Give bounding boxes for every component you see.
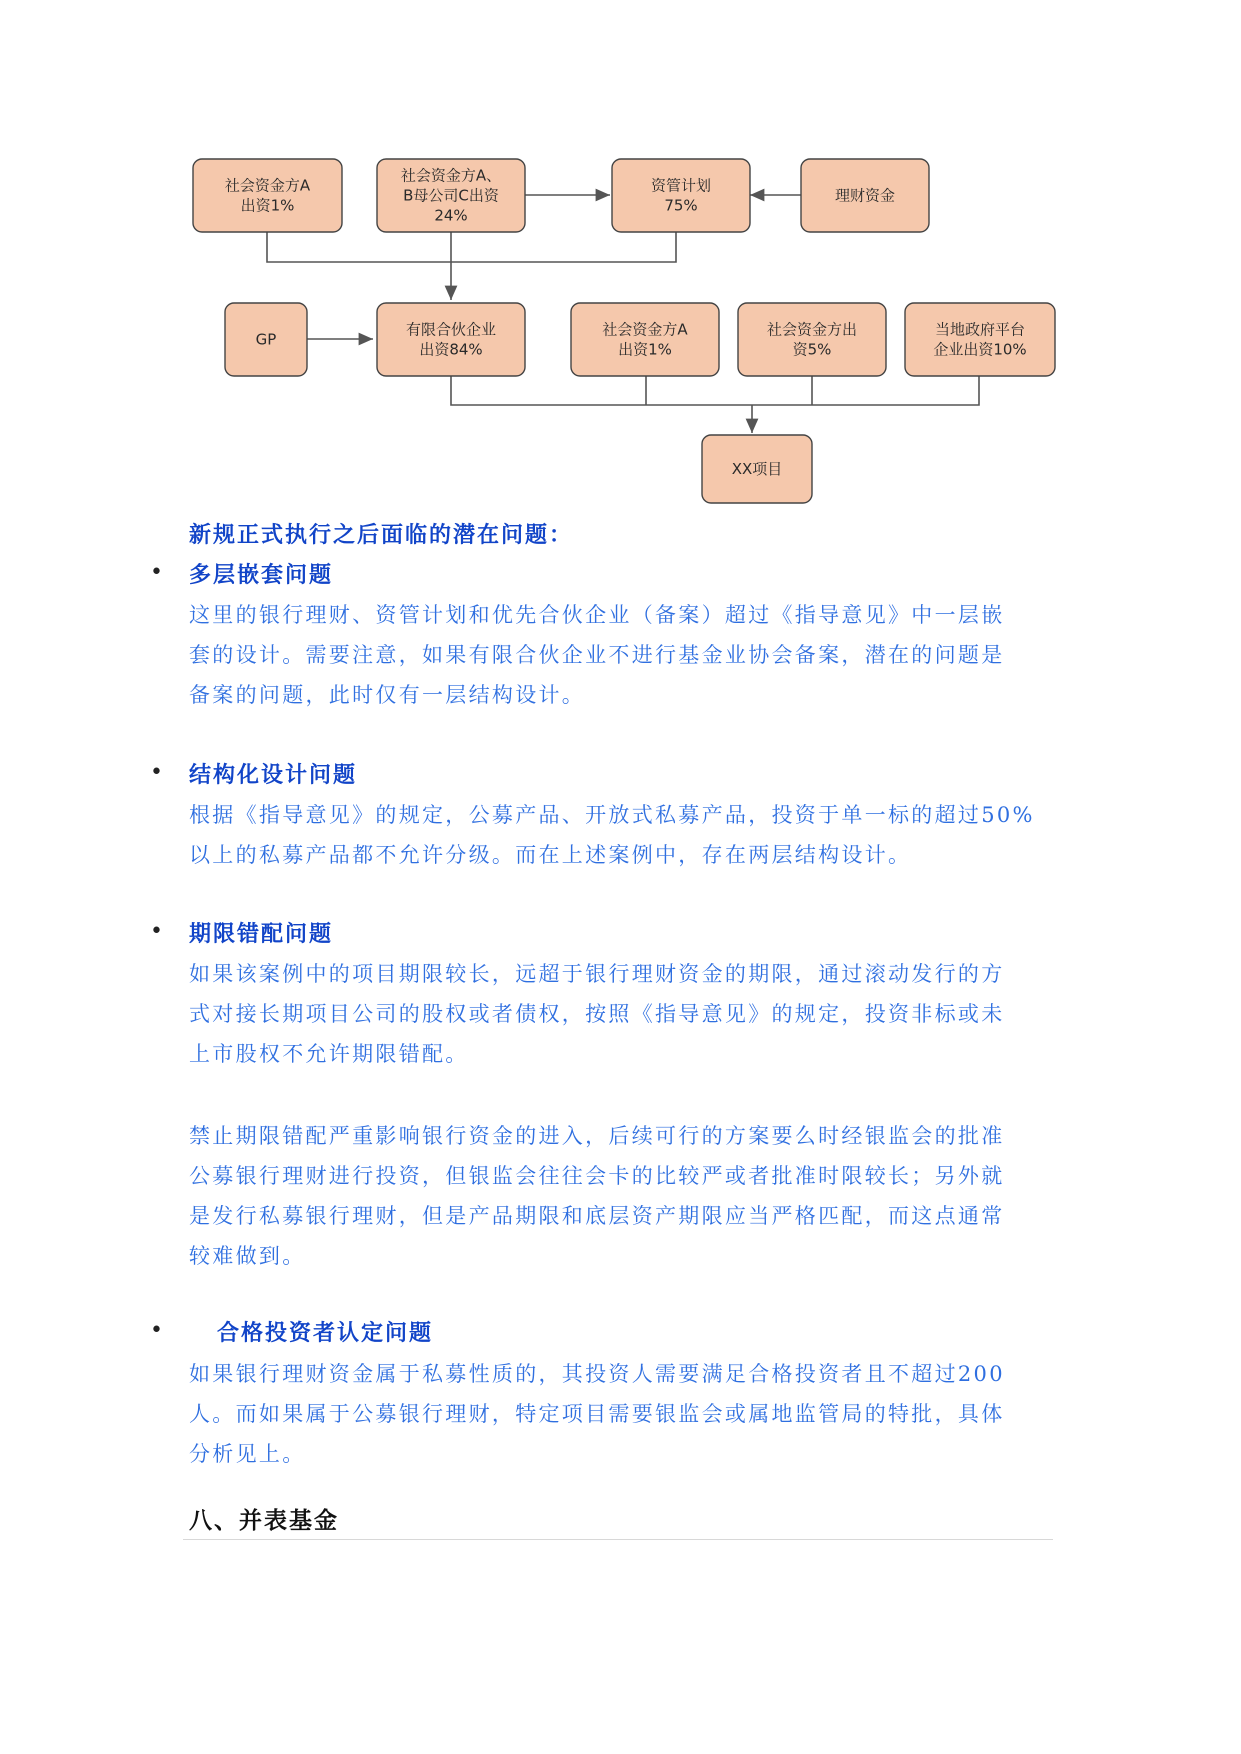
- paragraph-line: 根据《指导意见》的规定，公募产品、开放式私募产品，投资于单一标的超过50%: [189, 803, 1035, 827]
- section-title: 合格投资者认定问题: [217, 1320, 434, 1346]
- node-out5-box: [738, 303, 886, 376]
- node-a1b-label-0: 社会资金方A: [602, 320, 688, 339]
- heading-divider: [183, 1539, 1053, 1540]
- bullet-marker: •: [150, 919, 163, 944]
- node-wealth: [801, 159, 929, 232]
- bullet-marker: •: [150, 1318, 163, 1343]
- node-gov-box: [905, 303, 1055, 376]
- node-out5-label-0: 社会资金方出: [766, 320, 858, 339]
- paragraph-line: 如果银行理财资金属于私募性质的，其投资人需要满足合格投资者且不超过200: [189, 1362, 1005, 1386]
- bullet-marker: •: [150, 560, 163, 585]
- node-a1b-box: [571, 303, 719, 376]
- paragraph-line: 以上的私募产品都不允许分级。而在上述案例中，存在两层结构设计。: [189, 843, 912, 867]
- paragraph-line: 这里的银行理财、资管计划和优先合伙企业（备案）超过《指导意见》中一层嵌: [189, 603, 1005, 627]
- node-ab-label-1: B母公司C出资: [403, 186, 499, 205]
- node-a1b: [571, 303, 719, 376]
- paragraph-line: 式对接长期项目公司的股权或者债权，按照《指导意见》的规定，投资非标或未: [189, 1002, 1005, 1026]
- node-a1: [193, 159, 342, 232]
- node-gov-label-1: 企业出资10%: [933, 340, 1027, 359]
- node-gov: [905, 303, 1055, 376]
- section-heading-eight: 八、并表基金: [189, 1507, 339, 1534]
- paragraph-line: 上市股权不允许期限错配。: [189, 1042, 469, 1066]
- connector-a1-down: [267, 232, 676, 262]
- node-ab-label-2: 24%: [434, 206, 468, 225]
- node-gov-label-0: 当地政府平台: [934, 320, 1026, 339]
- paragraph-line: 套的设计。需要注意，如果有限合伙企业不进行基金业协会备案，潜在的问题是: [189, 643, 1005, 667]
- paragraph-line: 公募银行理财进行投资，但银监会往往会卡的比较严或者批准时限较长；另外就: [189, 1164, 1005, 1188]
- node-a1-label-0: 社会资金方A: [224, 176, 311, 195]
- paragraph-line: 备案的问题，此时仅有一层结构设计。: [189, 683, 586, 707]
- section-paragraph: [189, 595, 1061, 715]
- section-paragraph: [189, 1116, 1061, 1276]
- paragraph-line: 如果该案例中的项目期限较长，远超于银行理财资金的期限，通过滚动发行的方: [189, 962, 1005, 986]
- node-out5-label-1: 资5%: [792, 340, 832, 359]
- node-project: [702, 435, 812, 503]
- node-lp: [377, 303, 525, 376]
- bullet-marker: •: [150, 760, 163, 785]
- node-project-label-0: XX项目: [731, 460, 783, 478]
- node-ab: [377, 159, 525, 232]
- section-paragraph: [189, 795, 1061, 875]
- node-plan-label-1: 75%: [664, 196, 698, 215]
- node-ab-label-0: 社会资金方A、: [400, 166, 502, 185]
- node-a1b-label-1: 出资1%: [618, 340, 672, 359]
- node-a1-label-1: 出资1%: [240, 196, 295, 215]
- connector-bottom-collector: [451, 376, 979, 405]
- node-lp-box: [377, 303, 525, 376]
- node-lp-label-0: 有限合伙企业: [405, 320, 497, 339]
- section-title: 期限错配问题: [189, 921, 334, 947]
- node-plan: [612, 159, 750, 232]
- intro-heading: 新规正式执行之后面临的潜在问题：: [189, 522, 574, 548]
- section-title: 多层嵌套问题: [189, 562, 334, 588]
- node-wealth-label-0: 理财资金: [834, 186, 896, 205]
- node-lp-label-1: 出资84%: [419, 340, 483, 359]
- paragraph-line: 分析见上。: [189, 1442, 306, 1466]
- section-paragraph: [189, 954, 1061, 1074]
- fund-structure-diagram: [0, 0, 1241, 520]
- paragraph-line: 是发行私募银行理财，但是产品期限和底层资产期限应当严格匹配，而这点通常: [189, 1204, 1005, 1228]
- section-title: 结构化设计问题: [189, 762, 358, 788]
- node-out5: [738, 303, 886, 376]
- node-gp: [225, 303, 307, 376]
- paragraph-line: 较难做到。: [189, 1244, 306, 1268]
- node-a1-box: [193, 159, 342, 232]
- paragraph-line: 禁止期限错配严重影响银行资金的进入，后续可行的方案要么时经银监会的批准: [189, 1124, 1005, 1148]
- node-plan-box: [612, 159, 750, 232]
- section-paragraph: [189, 1354, 1061, 1474]
- paragraph-line: 人。而如果属于公募银行理财，特定项目需要银监会或属地监管局的特批，具体: [189, 1402, 1005, 1426]
- node-plan-label-0: 资管计划: [650, 176, 712, 195]
- node-gp-label-0: GP: [255, 330, 277, 349]
